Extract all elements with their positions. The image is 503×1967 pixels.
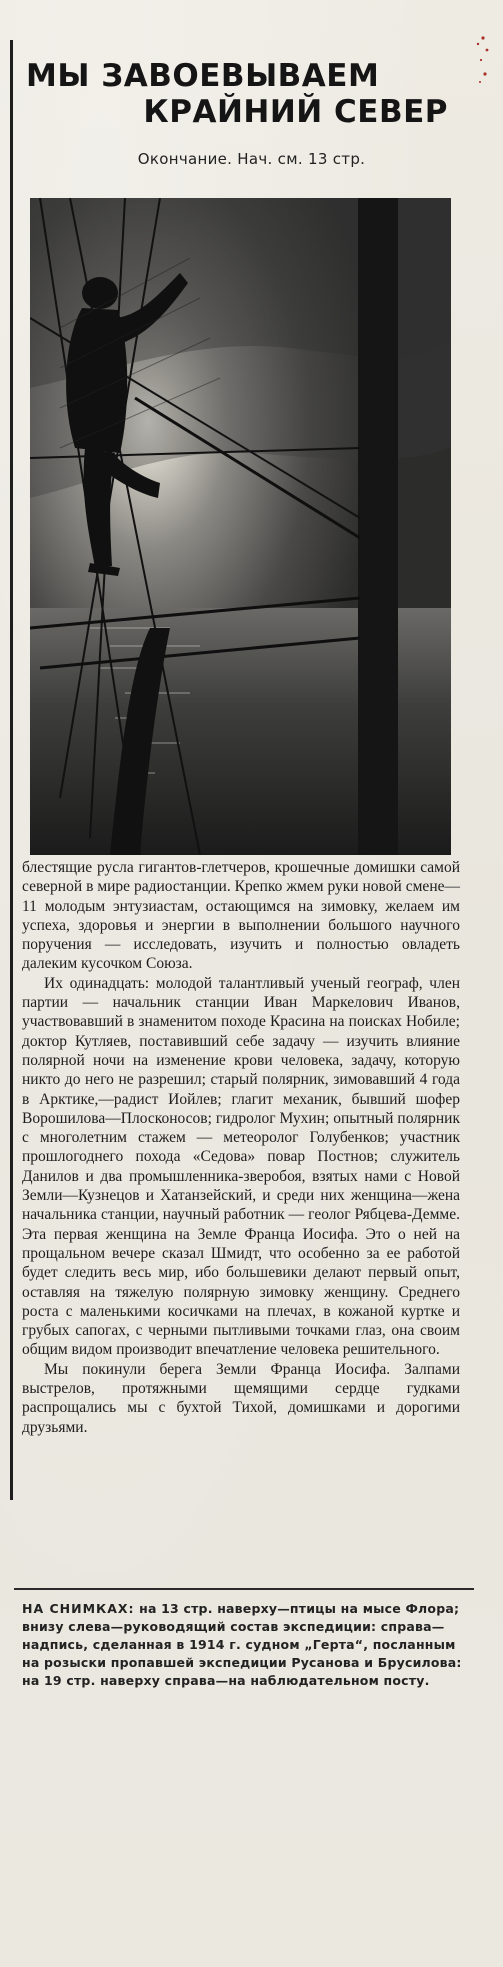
- left-column-rule: [10, 40, 13, 1500]
- red-ink-marks: [471, 30, 495, 90]
- caption-text: на 13 стр. наверху—птицы на мысе Флора; внизу слева—руководящий состав экспедиции: справа—надпись, сделанная в 1914 г. судном „Герта“, посланным на розыски пропавшей экспедиции Русанова и Брусилова: на 19 стр. наверху справа—на наблюдательном посту.: [22, 1601, 462, 1688]
- body-paragraph-3: Мы покинули берега Земли Франца Иосифа. Залпами выстрелов, протяжными щемящими сердце гудками распрощались мы с бухтой Тихой, домишками и дорогими друзьями.: [22, 1360, 460, 1436]
- continuation-note: Окончание. Нач. см. 13 стр.: [137, 150, 366, 168]
- caption-divider: [14, 1588, 474, 1590]
- body-paragraph-1: блестящие русла гигантов-глетчеров, крошечные домишки самой северной в мире радиостанции. Крепко жмем руки новой смене—11 молодым энтузиастам, остающимся на зимовку, желаем им успеха, здоровья и энергии в выполнении большого научного поручения — исследовать, изучить и полностью овладеть далеким кусочком Союза.: [22, 859, 460, 973]
- sailor-on-rigging-photo: [30, 198, 451, 855]
- caption-lead: НА СНИМКАХ:: [22, 1601, 135, 1616]
- headline-line-2: КРАЙНИЙ СЕВЕР: [143, 94, 448, 130]
- body-paragraph-2: Их одинадцать: молодой талантливый ученый географ, член партии — начальник станции Иван Маркелович Иванов, участвовавший в знаменитом походе Красина на поисках Нобиле; доктор Кутляев, поставивший себе задачу — изучить влияние полярной ночи на изменение крови человека, задачу, которую никто до него не разрешил; старый полярник, зимовавший 4 года в Арктике,—радист Иойлев; глагит механик, бывший шофер Ворошилова—Плосконосов; гидролог Мухин; опытный полярник с многолетним стажем — метеоролог Голубенков; участник прошлогоднего похода «Седова» повар Постнов; служитель Данилов и два промышленника-зверобоя, взятых нами с Новой Земли—Кузнецов и Хатанзейский, и среди них женщина—жена начальника станции, научный работник — геолог Рябцева-Демме. Эта первая женщина на Земле Франца Иосифа. Это о ней на прощальном вечере сказал Шмидт, что особенно за ее работой будет следить весь мир, ибо большевики делают первый опыт, оставляя на тяжелую полярную зимовку женщину. Среднего роста с маленькими косичками на плечах, в кожаной куртке и грубых сапогах, с черными пытливыми точками глаз, она своим общим видом производит впечатление человека решительного.: [22, 974, 460, 1359]
- photo-captions: [22, 1600, 462, 1690]
- headline-line-1: МЫ ЗАВОЕВЫВАЕМ: [26, 58, 380, 94]
- article-headline: [26, 58, 456, 130]
- article-body: [22, 858, 460, 1437]
